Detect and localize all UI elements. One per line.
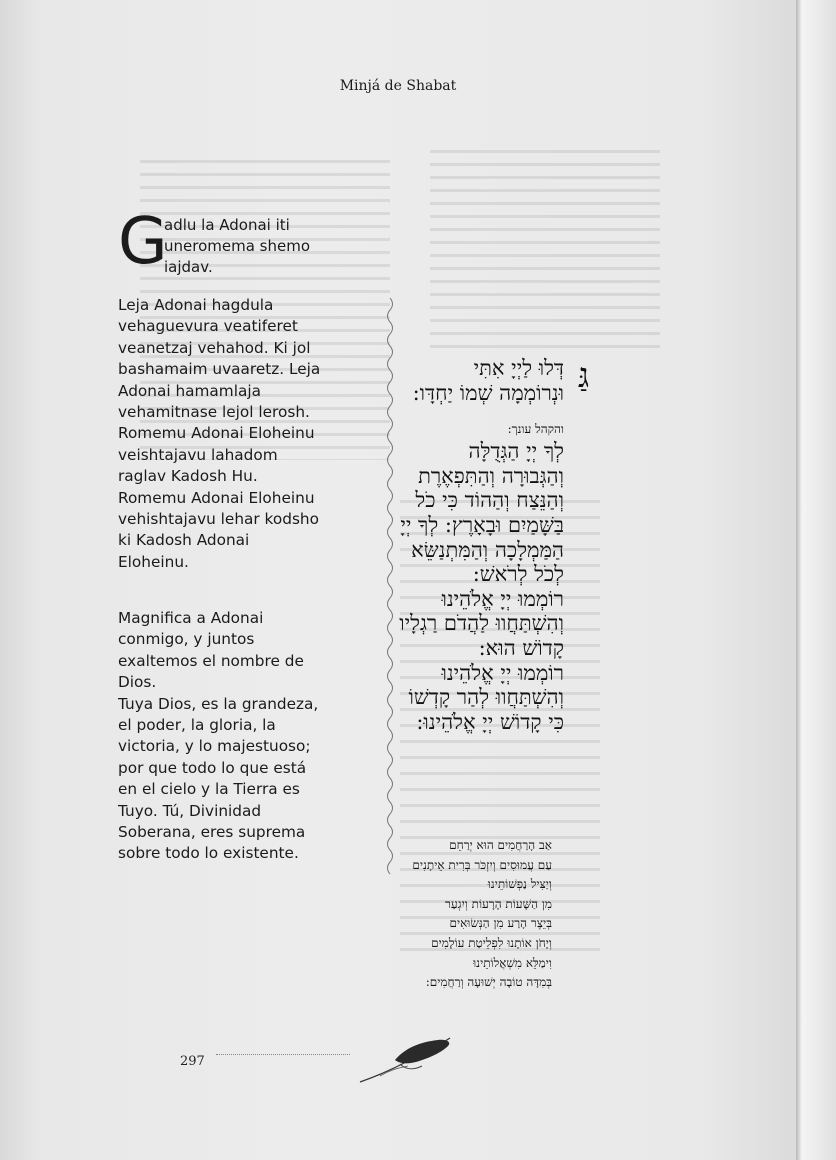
congregation-note: והקהל עונך: bbox=[507, 422, 564, 437]
hebrew-text-small bbox=[232, 836, 552, 993]
hebrew-line: לְךָ יְיָ הַגְּדֻלָּה bbox=[468, 439, 564, 464]
page-number: 297 bbox=[180, 1054, 205, 1069]
book-spine-shadow bbox=[796, 0, 836, 1160]
hebrew-line: בַּשָּׁמַיִם וּבָאָרֶץ: לְךָ יְיָ bbox=[400, 512, 564, 537]
intro-text: adlu la Adonai iti uneromema shemo iajdav. bbox=[164, 216, 311, 276]
hebrew-small-line: מִן הַשָּׁעוֹת הָרָעוֹת וְיִגְעַר bbox=[444, 896, 552, 911]
intro-block bbox=[118, 205, 388, 282]
feather-ornament-icon bbox=[350, 1030, 460, 1090]
hebrew-text-main bbox=[224, 356, 564, 734]
hebrew-initial-letter: גַּ bbox=[578, 356, 590, 396]
hebrew-line: לְכֹל לְרֹאשׁ: bbox=[472, 562, 564, 587]
translation-paragraph: Magnifica a Adonai conmigo, y juntos exaltemos el nombre de Dios. Tuya Dios, es la grandeza, el poder, la gloria, la victoria, y lo majestuoso; por que todo lo que está en el cielo y la Tierra es Tuyo. Tú, Divinidad Soberana, eres suprema sobre todo lo existente. bbox=[118, 609, 319, 863]
hebrew-small-line: עַם עֲמוּסִים וְיִזְכֹּר בְּרִית אֵיתָנִים bbox=[412, 857, 552, 872]
hebrew-line: וְהִשְׁתַּחֲווּ לְהַר קָדְשׁוֹ bbox=[408, 685, 564, 710]
hebrew-line: קָדוֹשׁ הוּא: bbox=[478, 635, 564, 660]
hebrew-line: וְהַנֵּצַח וְהַהוֹד כִּי כֹל bbox=[415, 488, 564, 513]
hebrew-small-line: אַב הָרַחֲמִים הוּא יְרַחֵם bbox=[449, 838, 552, 852]
hebrew-line: וְהִשְׁתַּחֲווּ לַהֲדֹם רַגְלָיו bbox=[399, 611, 564, 636]
hebrew-small-line: וִימַלֵּא מִשְׁאֲלוֹתֵינוּ bbox=[473, 955, 552, 970]
hebrew-line: וּנְרוֹמְמָה שְׁמוֹ יַחְדָּו: bbox=[412, 380, 564, 405]
hebrew-small-line: וְיָחֹן אוֹתָנוּ לִפְלֵיטַת עוֹלָמִים bbox=[431, 935, 552, 950]
bleed-through-text bbox=[430, 150, 660, 350]
running-head: Minjá de Shabat bbox=[339, 78, 457, 94]
footer-rule bbox=[216, 1054, 350, 1055]
hebrew-small-line: בְּמִדָּה טוֹבָה יְשׁוּעָה וְרַחֲמִים: bbox=[425, 975, 552, 990]
hebrew-line: דְּלוּ לַיְיָ אִתִּי bbox=[473, 356, 564, 380]
hebrew-line: הַמַּמְלָכָה וְהַמִּתְנַשֵּׂא bbox=[411, 537, 564, 562]
transliteration-column bbox=[118, 205, 388, 863]
drop-cap: G bbox=[118, 205, 168, 279]
hebrew-small-line: וְיַצִּיל נַפְשׁוֹתֵינוּ bbox=[487, 877, 552, 892]
hebrew-line: וְהַגְּבוּרָה וְהַתִּפְאֶרֶת bbox=[418, 463, 564, 488]
hebrew-small-line: בְּיֵצֶר הָרַע מִן הַנְּשׂוּאִים bbox=[449, 916, 552, 931]
hebrew-line: רוֹמְמוּ יְיָ אֱלֹהֵינוּ bbox=[441, 660, 564, 685]
transliteration-paragraph: Leja Adonai hagdula vehaguevura veatiferet veanetzaj vehahod. Ki jol bashamaim uvaaretz. Leja Adonai hamamlaja vehamitnase lejol lerosh. Romemu Adonai Eloheinu veishtajavu lahadom raglav Kadosh Hu. Romemu Adonai Eloheinu vehishtajavu lehar kodsho ki Kadosh Adonai Eloheinu. bbox=[118, 296, 321, 571]
hebrew-line: כִּי קָדוֹשׁ יְיָ אֱלֹהֵינוּ: bbox=[416, 709, 564, 734]
hebrew-line: רוֹמְמוּ יְיָ אֱלֹהֵינוּ bbox=[441, 586, 564, 611]
